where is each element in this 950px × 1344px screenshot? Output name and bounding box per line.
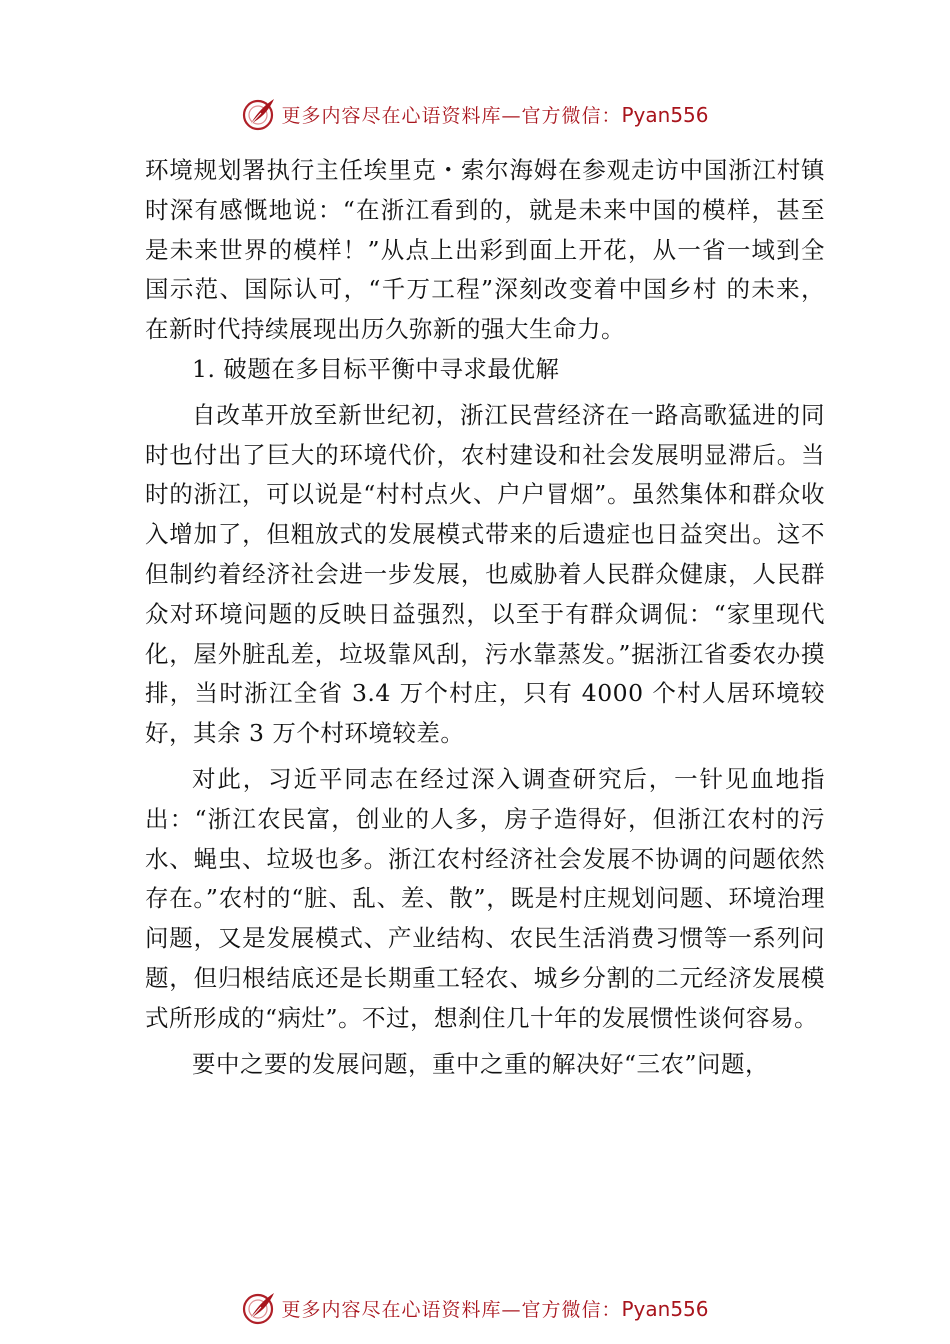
footer-wechat-id: Pyan556 (621, 1296, 709, 1321)
footer-wechat-label: 官方微信： (521, 1298, 622, 1321)
header-wechat-id: Pyan556 (621, 102, 709, 127)
header-text (281, 101, 708, 128)
quill-logo-icon (241, 1290, 277, 1326)
document-body (145, 151, 825, 1084)
section-heading: 1. 破题在多目标平衡中寻求最优解 (192, 354, 560, 383)
paragraph-3: 对此，习近平同志在经过深入调查研究后，一针见血地指出：“浙江农民富，创业的人多，房子造得好，但浙江农村的污水、蝇虫、垃圾也多。浙江农村经济社会发展不协调的问题依然存在。”农村的“脏、乱、差、散”，既是村庄规划问题、环境治理问题，又是发展模式、产业结构、农民生活消费习惯等一系列问题，但归根结底还是长期重工轻农、城乡分割的二元经济发展模式所形成的“病灶”。不过，想刹住几十年的发展惯性谈何容易。 (145, 764, 825, 1032)
quill-logo-icon (241, 96, 277, 132)
footer-brand: 更多内容尽在心语资料库 (281, 1298, 502, 1321)
header-dash: — (501, 104, 522, 127)
header-banner (0, 92, 950, 136)
footer-dash: — (501, 1298, 522, 1321)
header-brand: 更多内容尽在心语资料库 (281, 104, 502, 127)
header-wechat-label: 官方微信： (521, 104, 622, 127)
paragraph-4: 要中之要的发展问题，重中之重的解决好“三农”问题， (192, 1049, 770, 1078)
footer-banner (0, 1286, 950, 1330)
footer-text (281, 1295, 708, 1322)
paragraph-2: 自改革开放至新世纪初，浙江民营经济在一路高歌猛进的同时也付出了巨大的环境代价，农村建设和社会发展明显滞后。当时的浙江，可以说是“村村点火、户户冒烟”。虽然集体和群众收入增加了，但粗放式的发展模式带来的后遗症也日益突出。这不但制约着经济社会进一步发展，也威胁着人民群众健康，人民群众对环境问题的反映日益强烈，以至于有群众调侃：“家里现代化，屋外脏乱差，垃圾靠风刮，污水靠蒸发。”据浙江省委农办摸排，当时浙江全省 3.4 万个村庄，只有 4000 个村人居环境较好，其余 3 万个村环境较差。 (145, 400, 825, 748)
paragraph-1: 环境规划署执行主任埃里克・索尔海姆在参观走访中国浙江村镇时深有感慨地说：“在浙江看到的，就是未来中国的模样，甚至是未来世界的模样！”从点上出彩到面上开花，从一省一域到全国示范、国际认可，“千万工程”深刻改变着中国乡村 的未来，在新时代持续展现出历久弥新的强大生命力。 (145, 156, 825, 344)
